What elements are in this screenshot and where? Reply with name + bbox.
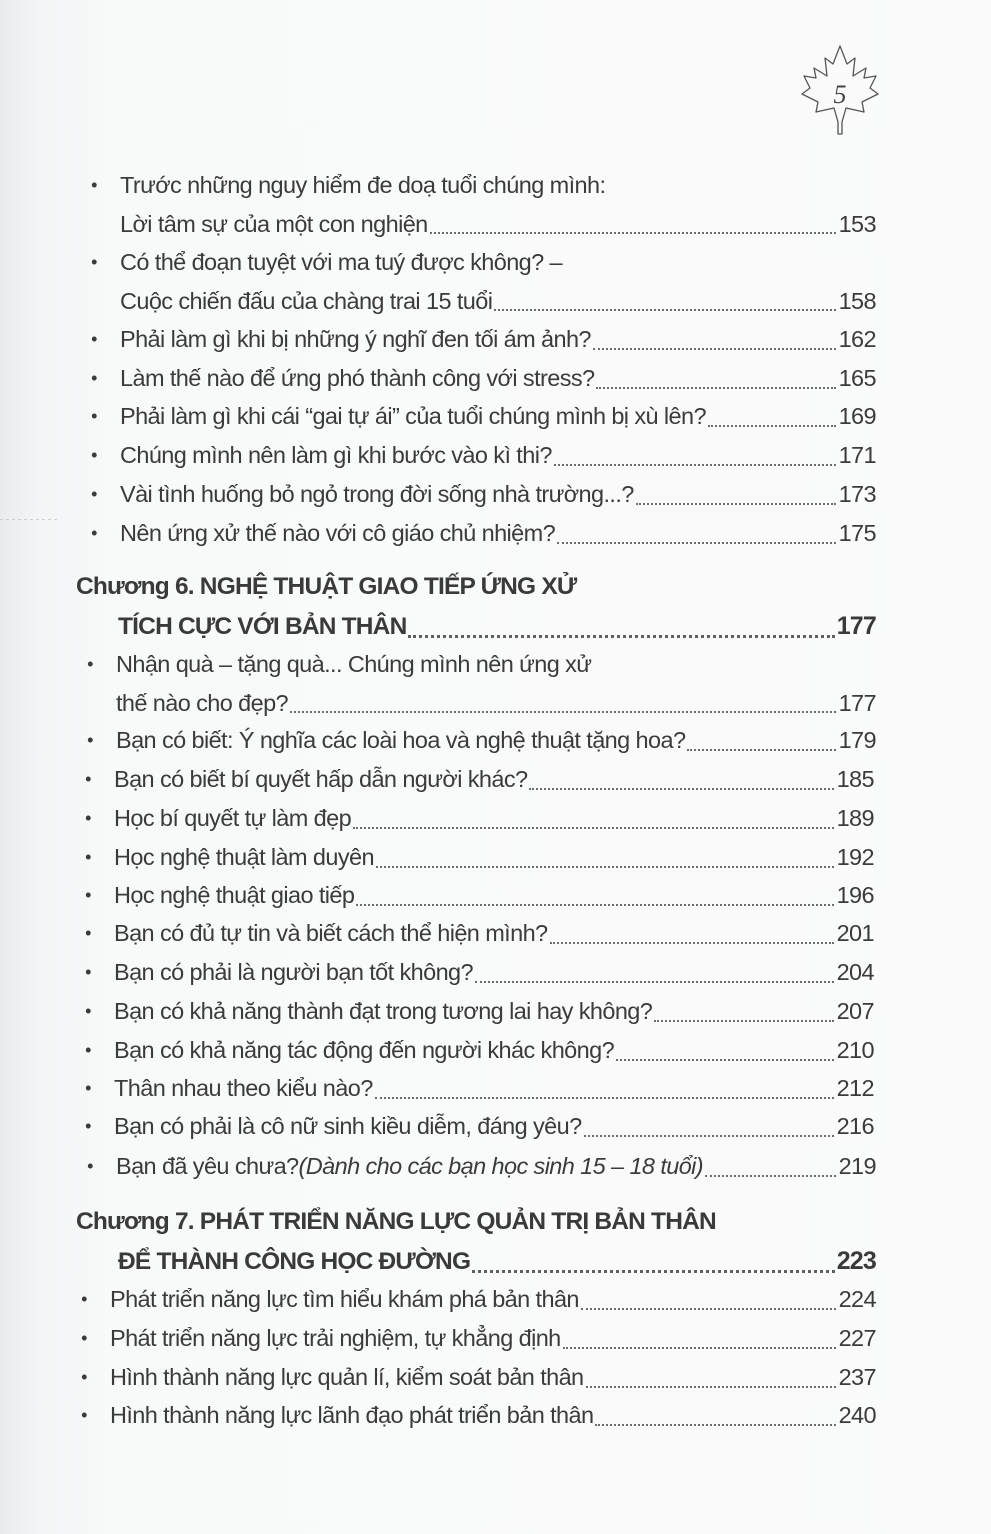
toc-entry[interactable]	[78, 760, 874, 799]
entry-text	[120, 320, 876, 359]
entry-title: Nhận quà – tặng quà... Chúng mình nên ứng xử	[116, 651, 592, 677]
toc-entry[interactable]	[84, 166, 876, 243]
bullet-icon: •	[87, 730, 93, 750]
entry-title: Phát triển năng lực trải nghiệm, tự khẳng định	[110, 1325, 561, 1351]
dot-leader	[563, 1347, 836, 1349]
entry-line	[116, 645, 876, 684]
entry-text	[114, 1107, 874, 1146]
entry-title: Bạn có biết bí quyết hấp dẫn người khác?	[114, 766, 528, 792]
dot-leader	[353, 827, 834, 829]
chapter-page-ref[interactable]: 177	[836, 611, 876, 640]
entry-title: Trước những nguy hiểm đe doạ tuổi chúng mình:	[120, 172, 606, 198]
entry-text	[120, 475, 876, 514]
page-ref[interactable]: 165	[838, 365, 876, 391]
dot-leader	[375, 1097, 834, 1099]
entry-title: thế nào cho đẹp?	[116, 689, 289, 716]
bullet-icon: •	[81, 1405, 87, 1425]
bullet-icon: •	[91, 406, 97, 426]
dot-leader	[356, 904, 834, 906]
toc-entry[interactable]	[78, 1069, 874, 1108]
entry-text	[110, 1280, 876, 1319]
entry-line	[120, 436, 876, 475]
page-ref[interactable]: 196	[836, 882, 874, 908]
entry-line	[116, 721, 876, 760]
scan-artifact-line	[0, 519, 60, 520]
entry-line	[114, 760, 874, 799]
dot-leader	[584, 1135, 834, 1137]
page-ref[interactable]: 219	[838, 1153, 876, 1179]
dot-leader	[557, 542, 836, 544]
entry-title: Học nghệ thuật làm duyên	[114, 844, 374, 870]
entry-text	[116, 1147, 876, 1186]
page-ref[interactable]: 162	[838, 326, 876, 352]
bullet-icon: •	[85, 1116, 91, 1136]
page-ref[interactable]: 212	[836, 1075, 874, 1101]
entry-text	[120, 436, 876, 475]
dot-leader	[494, 309, 836, 311]
dot-leader	[430, 232, 836, 234]
dot-leader	[616, 1059, 834, 1061]
entry-title: Bạn có phải là cô nữ sinh kiều diễm, đáng yêu?	[114, 1113, 582, 1139]
entry-text	[114, 876, 874, 915]
page-ref[interactable]: 224	[838, 1286, 876, 1312]
entry-line	[116, 1147, 876, 1186]
dot-leader	[708, 425, 836, 427]
dot-leader	[376, 866, 834, 868]
entry-line	[114, 876, 874, 915]
toc-entry[interactable]	[74, 1358, 876, 1397]
entry-line	[114, 1107, 874, 1146]
entry-text	[114, 953, 874, 992]
toc-entry[interactable]	[78, 953, 874, 992]
dot-leader	[529, 788, 834, 790]
toc-entry[interactable]	[74, 1280, 876, 1319]
page-ref[interactable]: 153	[838, 210, 876, 237]
chapter-title-line	[76, 1203, 876, 1242]
bullet-icon: •	[81, 1367, 87, 1387]
toc-entry[interactable]	[84, 359, 876, 398]
bullet-icon: •	[91, 484, 97, 504]
dot-leader	[472, 1270, 834, 1273]
entry-title-note: (Dành cho các bạn học sinh 15 – 18 tuổi)	[298, 1153, 704, 1179]
page-ref[interactable]: 175	[838, 520, 876, 546]
bullet-icon: •	[91, 329, 97, 349]
toc-entry[interactable]	[80, 721, 876, 760]
toc-entry[interactable]	[74, 1319, 876, 1358]
entry-title: Bạn có khả năng thành đạt trong tương lai hay không?	[114, 998, 653, 1024]
entry-text	[114, 1069, 874, 1108]
chapter-subtitle: TÍCH CỰC VỚI BẢN THÂN	[118, 612, 407, 640]
entry-title: Thân nhau theo kiểu nào?	[114, 1075, 373, 1101]
entry-text	[120, 243, 876, 320]
entry-text	[110, 1319, 876, 1358]
entry-title: Hình thành năng lực quản lí, kiểm soát bản thân	[110, 1364, 584, 1390]
toc-entry[interactable]	[84, 320, 876, 359]
entry-text	[120, 514, 876, 553]
dot-leader	[596, 387, 836, 389]
entry-title: Có thể đoạn tuyệt với ma tuý được không? –	[120, 249, 563, 275]
entry-line	[110, 1358, 876, 1397]
entry-line	[114, 953, 874, 992]
bullet-icon: •	[85, 1001, 91, 1021]
entry-title: Hình thành năng lực lãnh đạo phát triển bản thân	[110, 1402, 594, 1428]
page-ref[interactable]: 185	[836, 766, 874, 792]
page-ref[interactable]: 240	[838, 1402, 876, 1428]
dot-leader	[593, 348, 836, 350]
entry-title: Bạn đã yêu chưa?	[116, 1153, 299, 1179]
page-ref[interactable]: 204	[836, 959, 874, 985]
toc-entry[interactable]	[84, 514, 876, 553]
bullet-icon: •	[87, 654, 93, 674]
entry-text	[114, 992, 874, 1031]
entry-line	[116, 684, 876, 723]
entry-line	[120, 243, 876, 282]
chapter-heading[interactable]	[76, 568, 876, 646]
entry-line	[120, 397, 876, 436]
page-ref[interactable]: 169	[838, 403, 876, 429]
chapter-title-line	[76, 568, 876, 607]
entry-text	[110, 1396, 876, 1435]
entry-line	[114, 799, 874, 838]
dot-leader	[475, 981, 834, 983]
toc-entry[interactable]	[80, 645, 876, 722]
entry-title: Chúng mình nên làm gì khi bước vào kì thi?	[120, 442, 552, 468]
entry-title: Cuộc chiến đấu của chàng trai 15 tuổi	[120, 287, 493, 314]
toc-entry[interactable]	[84, 436, 876, 475]
entry-text	[114, 1031, 874, 1070]
entry-line	[114, 1069, 874, 1108]
entry-line	[114, 838, 874, 877]
entry-text	[120, 166, 876, 243]
bullet-icon: •	[81, 1289, 87, 1309]
entry-title: Lời tâm sự của một con nghiện	[120, 210, 428, 237]
bullet-icon: •	[91, 368, 97, 388]
bullet-icon: •	[85, 769, 91, 789]
chapter-title: Chương 6. NGHỆ THUẬT GIAO TIẾP ỨNG XỬ	[76, 573, 577, 600]
bullet-icon: •	[91, 523, 97, 543]
dot-leader	[290, 711, 836, 713]
toc-entry[interactable]	[78, 876, 874, 915]
dot-leader	[408, 635, 834, 638]
toc-entry[interactable]	[84, 475, 876, 514]
bullet-icon: •	[85, 1078, 91, 1098]
entry-title: Bạn có đủ tự tin và biết cách thể hiện mình?	[114, 920, 548, 946]
dot-leader	[554, 464, 836, 466]
toc-entry[interactable]	[78, 1107, 874, 1146]
page-number: 5	[833, 80, 847, 109]
page-ref[interactable]: 177	[838, 689, 876, 716]
entry-text	[120, 397, 876, 436]
bullet-icon: •	[85, 885, 91, 905]
bullet-icon: •	[85, 808, 91, 828]
page-ref[interactable]: 189	[836, 805, 874, 831]
toc-entry[interactable]	[74, 1396, 876, 1435]
entry-line	[110, 1280, 876, 1319]
dot-leader	[581, 1308, 836, 1310]
entry-title: Phải làm gì khi cái “gai tự ái” của tuổi chúng mình bị xù lên?	[120, 403, 706, 429]
entry-title: Bạn có phải là người bạn tốt không?	[114, 959, 473, 985]
entry-line	[120, 205, 876, 244]
dot-leader	[654, 1020, 834, 1022]
entry-title: Phát triển năng lực tìm hiểu khám phá bản thân	[110, 1286, 579, 1312]
bullet-icon: •	[85, 1040, 91, 1060]
page-ref[interactable]: 173	[838, 481, 876, 507]
entry-title: Bạn có biết: Ý nghĩa các loài hoa và nghệ thuật tặng hoa?	[116, 727, 686, 753]
entry-line	[110, 1396, 876, 1435]
toc-entry[interactable]	[84, 243, 876, 320]
page-ref[interactable]: 237	[838, 1364, 876, 1390]
page-ref[interactable]: 216	[836, 1113, 874, 1139]
toc-entry[interactable]	[78, 914, 874, 953]
chapter-page-ref[interactable]: 223	[836, 1246, 876, 1275]
entry-line	[114, 992, 874, 1031]
entry-text	[120, 359, 876, 398]
entry-line	[120, 475, 876, 514]
entry-text	[114, 914, 874, 953]
toc-entry[interactable]	[78, 992, 874, 1031]
page-ref[interactable]: 179	[838, 727, 876, 753]
page-ref[interactable]: 227	[838, 1325, 876, 1351]
bullet-icon: •	[85, 923, 91, 943]
dot-leader	[687, 749, 836, 751]
page-ref[interactable]: 210	[836, 1037, 874, 1063]
entry-text	[110, 1358, 876, 1397]
entry-title: Học bí quyết tự làm đẹp	[114, 805, 352, 831]
entry-line	[120, 359, 876, 398]
entry-line	[120, 320, 876, 359]
page-ref[interactable]: 158	[838, 287, 876, 314]
dot-leader	[595, 1424, 836, 1426]
entry-title: Nên ứng xử thế nào với cô giáo chủ nhiệm?	[120, 520, 556, 546]
chapter-title-line	[76, 607, 876, 647]
bullet-icon: •	[91, 175, 97, 195]
page-number-badge	[800, 42, 880, 138]
bullet-icon: •	[91, 445, 97, 465]
entry-text	[114, 760, 874, 799]
chapter-title-line	[76, 1242, 876, 1282]
toc-entry[interactable]	[80, 1147, 876, 1186]
chapter-heading[interactable]	[76, 1203, 876, 1281]
toc-entry[interactable]	[78, 838, 874, 877]
bullet-icon: •	[81, 1328, 87, 1348]
page-ref[interactable]: 171	[838, 442, 876, 468]
entry-text	[116, 645, 876, 722]
entry-text	[116, 721, 876, 760]
page-ref[interactable]: 207	[836, 998, 874, 1024]
entry-title: Học nghệ thuật giao tiếp	[114, 882, 355, 908]
chapter-title: Chương 7. PHÁT TRIỂN NĂNG LỰC QUẢN TRỊ BẢN THÂN	[76, 1208, 716, 1235]
entry-text	[114, 799, 874, 838]
dot-leader	[705, 1175, 836, 1177]
entry-line	[114, 1031, 874, 1070]
entry-text	[114, 838, 874, 877]
entry-line	[120, 282, 876, 321]
page-ref[interactable]: 201	[836, 920, 874, 946]
chapter-subtitle: ĐỂ THÀNH CÔNG HỌC ĐƯỜNG	[118, 1247, 471, 1275]
bullet-icon: •	[85, 847, 91, 867]
bullet-icon: •	[87, 1156, 93, 1176]
toc-entry[interactable]	[78, 1031, 874, 1070]
dot-leader	[586, 1386, 836, 1388]
entry-title: Phải làm gì khi bị những ý nghĩ đen tối ám ảnh?	[120, 326, 591, 352]
entry-line	[110, 1319, 876, 1358]
entry-title: Làm thế nào để ứng phó thành công với stress?	[120, 365, 595, 391]
dot-leader	[636, 503, 836, 505]
toc-entry[interactable]	[78, 799, 874, 838]
bullet-icon: •	[85, 962, 91, 982]
bullet-icon: •	[91, 252, 97, 272]
entry-line	[114, 914, 874, 953]
toc-entry[interactable]	[84, 397, 876, 436]
page-ref[interactable]: 192	[836, 844, 874, 870]
entry-line	[120, 166, 876, 205]
entry-line	[120, 514, 876, 553]
entry-title: Vài tình huống bỏ ngỏ trong đời sống nhà trường...?	[120, 481, 634, 507]
dot-leader	[550, 942, 834, 944]
entry-title: Bạn có khả năng tác động đến người khác không?	[114, 1037, 615, 1063]
